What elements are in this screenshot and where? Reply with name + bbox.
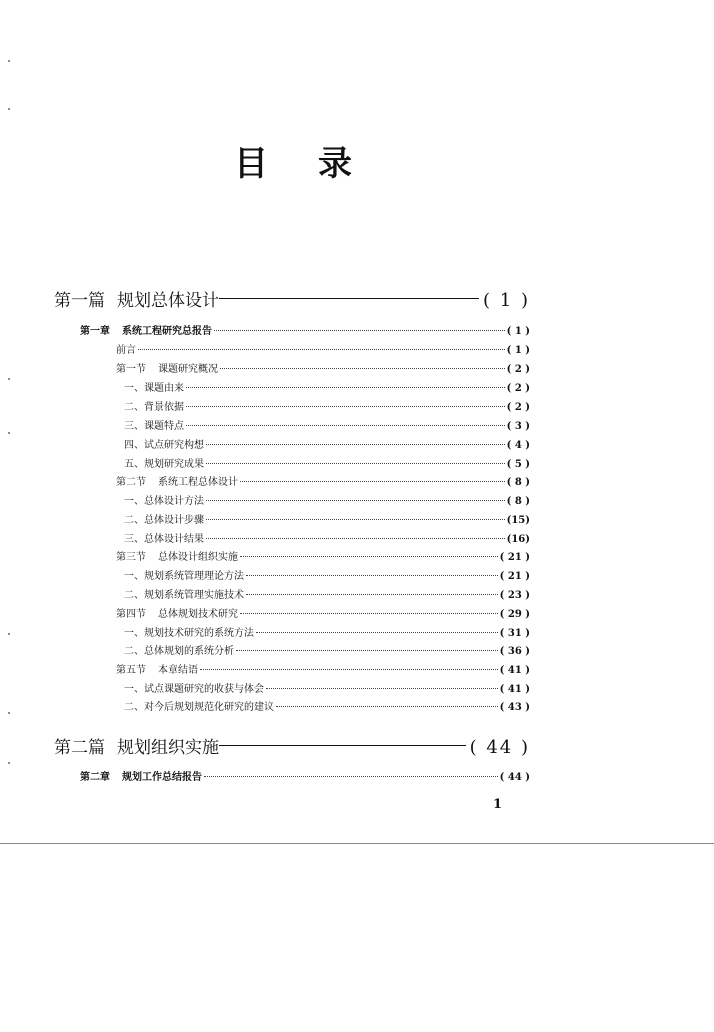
entry-page-number: ( 2 ) bbox=[506, 383, 530, 394]
dot-leader bbox=[200, 669, 498, 670]
dot-leader bbox=[186, 406, 505, 407]
scan-edge-line bbox=[0, 843, 714, 844]
dot-leader bbox=[206, 444, 505, 445]
entry-page-number: (16) bbox=[506, 534, 530, 545]
chapter-label: 第二章 bbox=[80, 772, 110, 783]
dot-leader bbox=[240, 556, 498, 557]
subsection-title: 四、试点研究构想 bbox=[124, 440, 204, 451]
toc-part-heading[interactable] bbox=[54, 733, 530, 757]
subsection-title: 一、总体设计方法 bbox=[124, 496, 204, 507]
leader-rule bbox=[219, 298, 479, 299]
entry-page-number: ( 5 ) bbox=[506, 459, 530, 470]
subsection-title: 一、规划技术研究的系统方法 bbox=[124, 628, 254, 639]
part-title: 规划总体设计 bbox=[117, 291, 219, 311]
scan-speck bbox=[8, 712, 10, 714]
entry-page-number: ( 29 ) bbox=[499, 609, 530, 620]
scan-speck bbox=[8, 60, 10, 62]
toc-subsection-entry[interactable] bbox=[124, 379, 530, 395]
entry-page-number: ( 21 ) bbox=[499, 571, 530, 582]
section-label: 第一节 bbox=[116, 364, 146, 375]
subsection-title: 三、课题特点 bbox=[124, 421, 184, 432]
section-label: 第五节 bbox=[116, 665, 146, 676]
entry-page-number: (15) bbox=[506, 515, 530, 526]
scan-speck bbox=[8, 432, 10, 434]
toc-section-entry[interactable] bbox=[116, 661, 530, 677]
dot-leader bbox=[206, 519, 505, 520]
leader-rule bbox=[219, 745, 466, 746]
entry-page-number: ( 41 ) bbox=[499, 665, 530, 676]
toc-subsection-entry[interactable] bbox=[124, 624, 530, 640]
part-label: 第一篇 bbox=[54, 291, 105, 311]
dot-leader bbox=[206, 463, 505, 464]
toc-section-entry[interactable] bbox=[116, 548, 530, 564]
toc-chapter-entry[interactable] bbox=[80, 768, 530, 784]
dot-leader bbox=[240, 481, 505, 482]
toc-subsection-entry[interactable] bbox=[124, 492, 530, 508]
section-label: 第二节 bbox=[116, 477, 146, 488]
section-label: 第三节 bbox=[116, 552, 146, 563]
scan-speck bbox=[8, 378, 10, 380]
subsection-title: 二、对今后规划规范化研究的建议 bbox=[124, 702, 274, 713]
toc-subsection-entry[interactable] bbox=[124, 436, 530, 452]
page-title-right: 录 bbox=[318, 144, 352, 184]
part-label: 第二篇 bbox=[54, 738, 105, 758]
toc-chapter-entry[interactable] bbox=[80, 322, 530, 338]
entry-page-number: ( 1 ) bbox=[506, 326, 530, 337]
toc-subsection-entry[interactable] bbox=[124, 642, 530, 658]
page-title-left: 目 bbox=[234, 144, 268, 184]
entry-page-number: ( 31 ) bbox=[499, 628, 530, 639]
dot-leader bbox=[266, 688, 498, 689]
subsection-title: 二、总体规划的系统分析 bbox=[124, 646, 234, 657]
toc-subsection-entry[interactable] bbox=[124, 567, 530, 583]
subsection-title: 一、课题由来 bbox=[124, 383, 184, 394]
dot-leader bbox=[186, 387, 505, 388]
entry-page-number: ( 23 ) bbox=[499, 590, 530, 601]
toc-section-entry[interactable] bbox=[116, 360, 530, 376]
entry-page-number: ( 8 ) bbox=[506, 477, 530, 488]
dot-leader bbox=[246, 575, 498, 576]
part-title: 规划组织实施 bbox=[117, 738, 219, 758]
entry-page-number: ( 43 ) bbox=[499, 702, 530, 713]
toc-subsection-entry[interactable] bbox=[124, 455, 530, 471]
section-title: 总体设计组织实施 bbox=[158, 552, 238, 563]
subsection-title: 三、总体设计结果 bbox=[124, 534, 204, 545]
entry-page-number: ( 4 ) bbox=[506, 440, 530, 451]
entry-page-number: ( 41 ) bbox=[499, 684, 530, 695]
dot-leader bbox=[240, 613, 498, 614]
dot-leader bbox=[220, 368, 505, 369]
dot-leader bbox=[206, 500, 505, 501]
dot-leader bbox=[246, 594, 498, 595]
entry-page-number: ( 1 ) bbox=[506, 345, 530, 356]
subsection-title: 二、规划系统管理实施技术 bbox=[124, 590, 244, 601]
entry-page-number: ( 8 ) bbox=[506, 496, 530, 507]
chapter-title: 系统工程研究总报告 bbox=[122, 326, 212, 337]
subsection-title: 二、背景依据 bbox=[124, 402, 184, 413]
section-label: 第四节 bbox=[116, 609, 146, 620]
chapter-title: 规划工作总结报告 bbox=[122, 772, 202, 783]
subsection-title: 一、规划系统管理理论方法 bbox=[124, 571, 244, 582]
entry-page-number: ( 21 ) bbox=[499, 552, 530, 563]
toc-subsection-entry[interactable] bbox=[124, 417, 530, 433]
toc-part-heading[interactable] bbox=[54, 286, 530, 310]
toc-subsection-entry[interactable] bbox=[124, 398, 530, 414]
scan-speck bbox=[8, 108, 10, 110]
dot-leader bbox=[276, 706, 498, 707]
page-title bbox=[234, 144, 352, 184]
entry-page-number: ( 2 ) bbox=[506, 364, 530, 375]
toc-subsection-entry[interactable] bbox=[124, 680, 530, 696]
toc-section-entry[interactable] bbox=[116, 473, 530, 489]
dot-leader bbox=[186, 425, 505, 426]
toc-subsection-entry[interactable] bbox=[124, 511, 530, 527]
chapter-label: 第一章 bbox=[80, 326, 110, 337]
dot-leader bbox=[214, 330, 505, 331]
entry-page-number: ( 44 ) bbox=[499, 772, 530, 783]
scan-speck bbox=[8, 762, 10, 764]
section-title: 本章结语 bbox=[158, 665, 198, 676]
entry-page-number: ( 3 ) bbox=[506, 421, 530, 432]
toc-section-entry[interactable] bbox=[116, 605, 530, 621]
dot-leader bbox=[204, 776, 498, 777]
dot-leader bbox=[256, 632, 498, 633]
subsection-title: 一、试点课题研究的收获与体会 bbox=[124, 684, 264, 695]
toc-subsection-entry[interactable] bbox=[124, 698, 530, 714]
part-page-number: ( 1 ) bbox=[483, 290, 530, 311]
subsection-title: 五、规划研究成果 bbox=[124, 459, 204, 470]
toc-subsection-entry[interactable] bbox=[124, 530, 530, 546]
section-title: 课题研究概况 bbox=[158, 364, 218, 375]
dot-leader bbox=[206, 538, 505, 539]
entry-page-number: ( 2 ) bbox=[506, 402, 530, 413]
entry-page-number: ( 36 ) bbox=[499, 646, 530, 657]
page-number: 1 bbox=[493, 797, 503, 812]
scan-speck bbox=[8, 633, 10, 635]
entry-title: 前言 bbox=[116, 345, 136, 356]
dot-leader bbox=[138, 349, 505, 350]
part-page-number: ( 44 ) bbox=[469, 737, 530, 758]
subsection-title: 二、总体设计步骤 bbox=[124, 515, 204, 526]
toc-entry[interactable] bbox=[116, 341, 530, 357]
toc-subsection-entry[interactable] bbox=[124, 586, 530, 602]
section-title: 总体规划技术研究 bbox=[158, 609, 238, 620]
section-title: 系统工程总体设计 bbox=[158, 477, 238, 488]
dot-leader bbox=[236, 650, 498, 651]
